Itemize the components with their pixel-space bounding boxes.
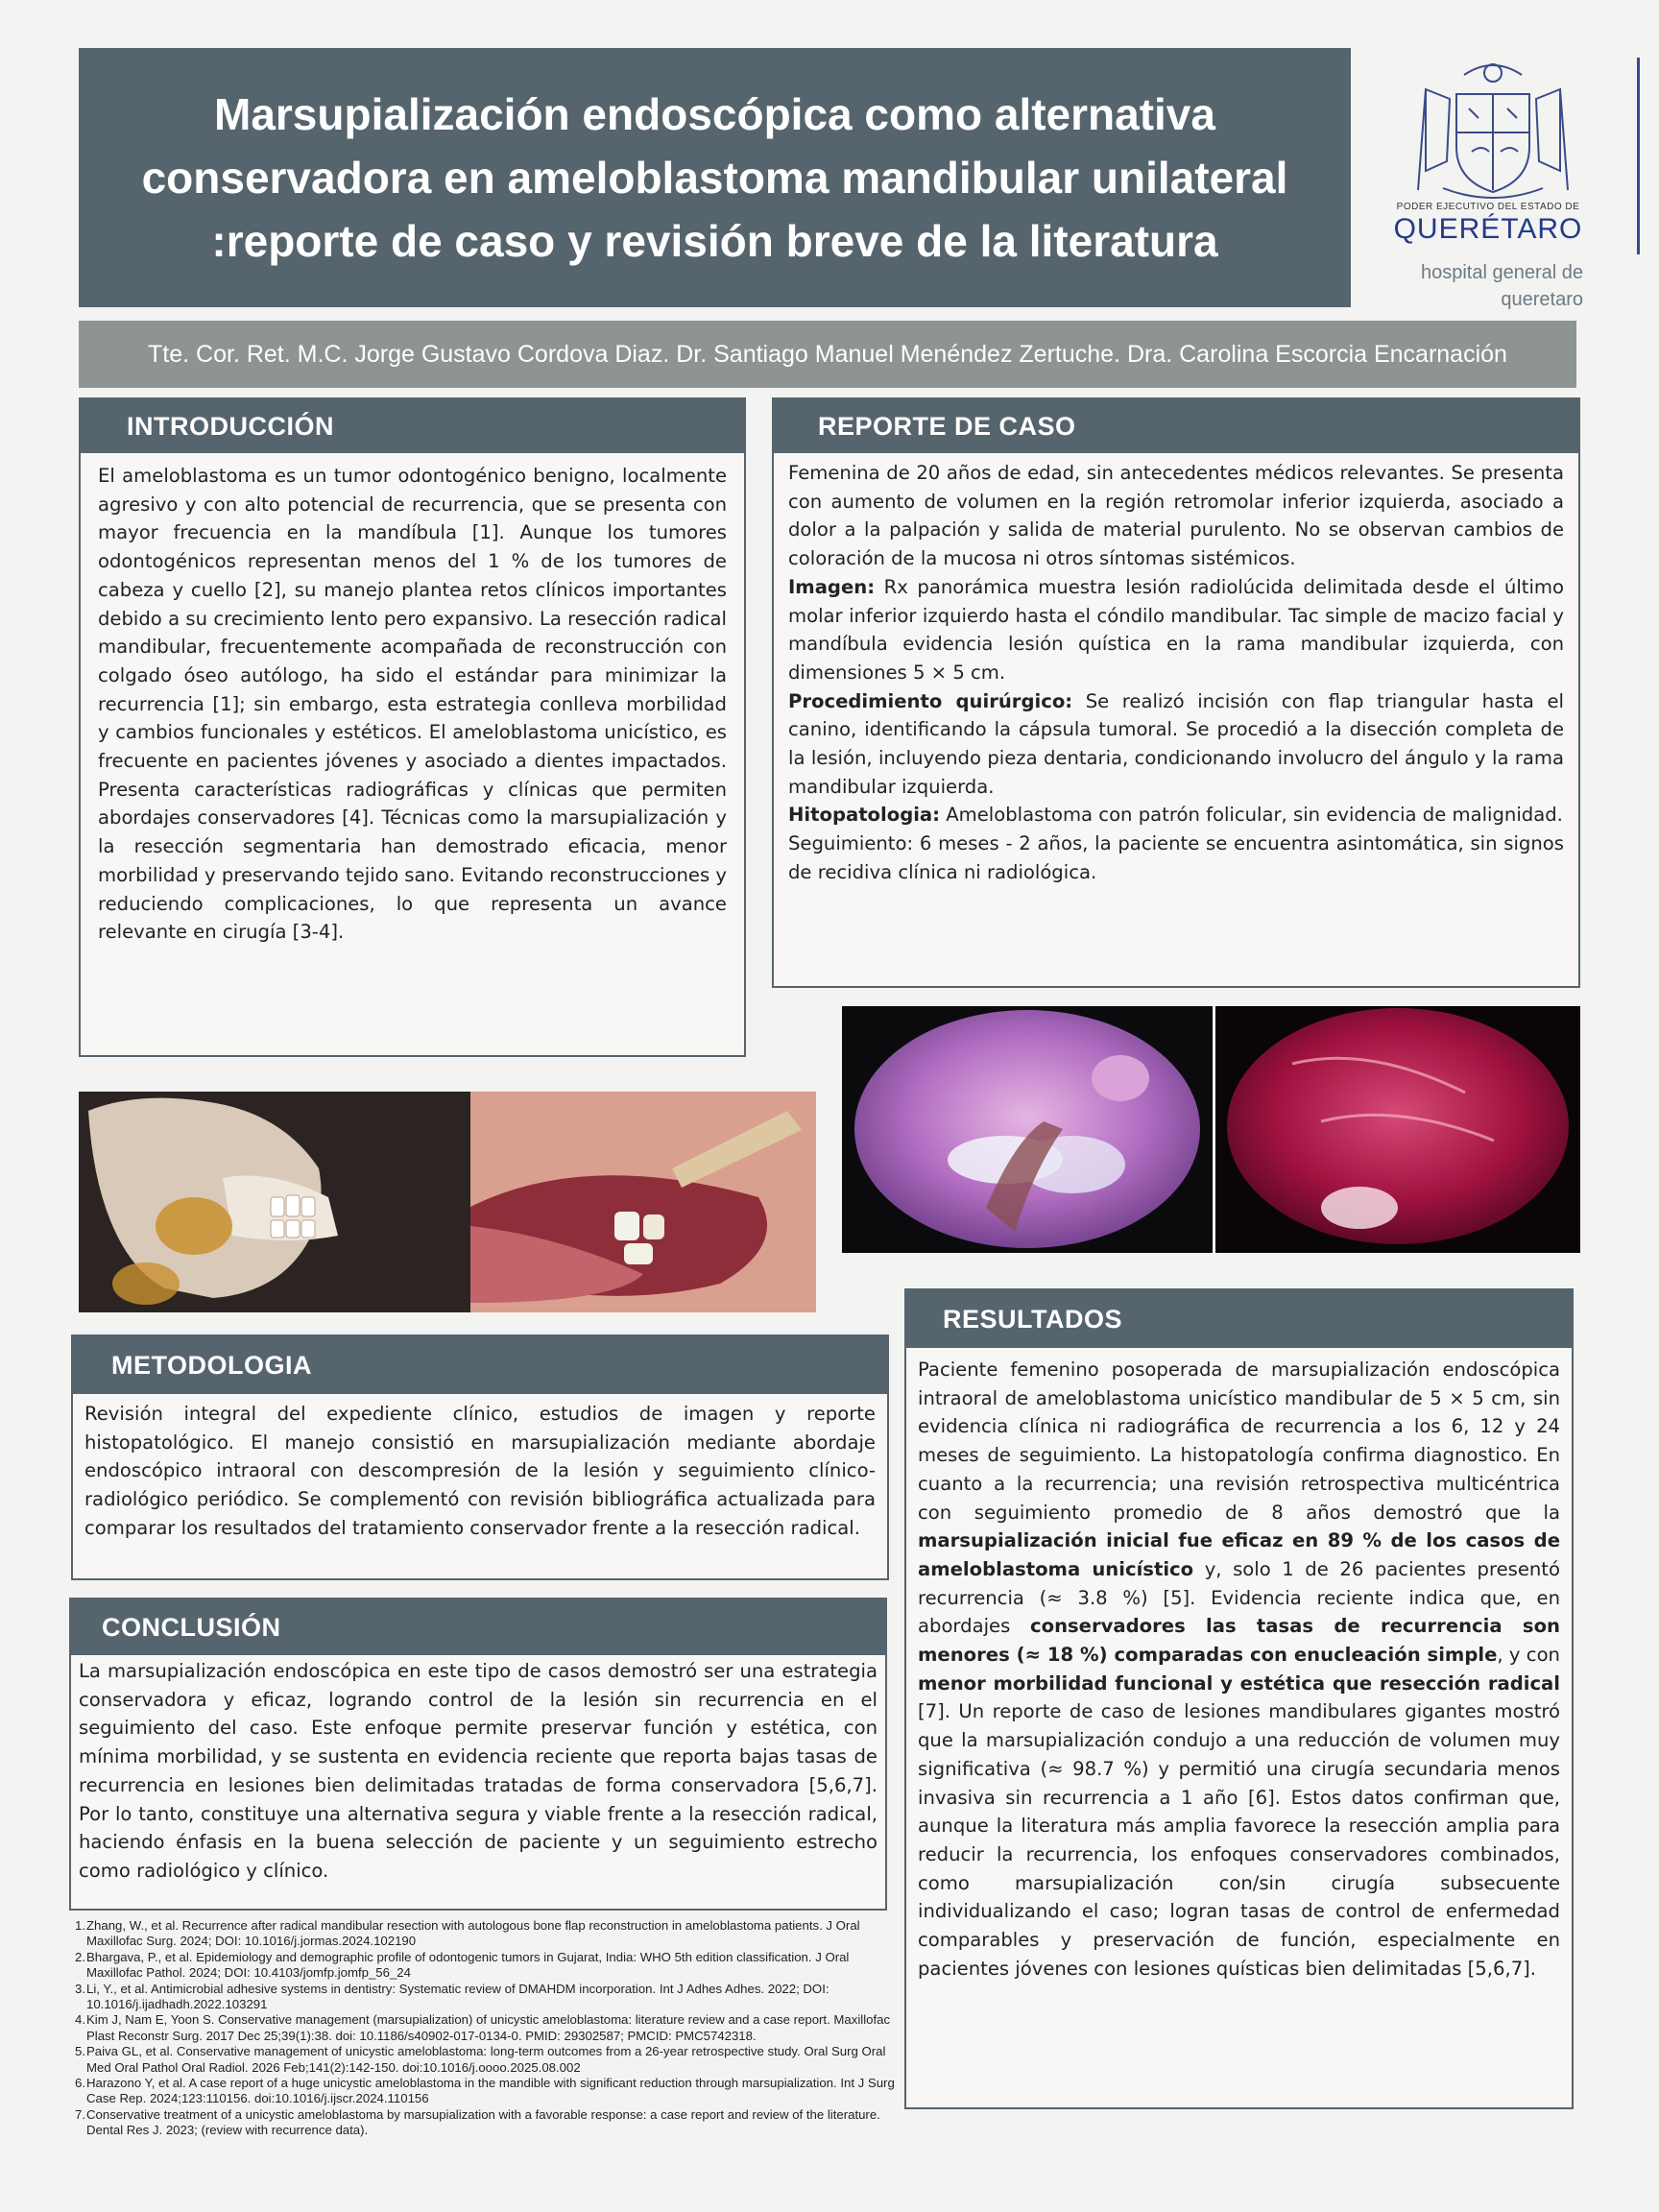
logo-divider	[1637, 58, 1640, 254]
reporte-hitopatologia	[788, 801, 1564, 830]
hospital-name: hospital general de queretaro	[1420, 262, 1583, 310]
section-heading	[774, 399, 1578, 453]
metodologia-heading: METODOLOGIA	[111, 1350, 313, 1380]
reporte-procedimiento	[788, 687, 1564, 802]
logo-state-name: QUERÉTARO	[1393, 213, 1583, 245]
reference-number: 7.	[75, 2106, 85, 2122]
procedimiento-label: Procedimiento quirúrgico:	[788, 689, 1073, 712]
resultados-heading: RESULTADOS	[943, 1304, 1122, 1334]
reporte-seguimiento: Seguimiento: 6 meses - 2 años, la paciente se encuentra asintomática, sin signos de recidiva clínica ni radiológica.	[788, 832, 1564, 883]
section-heading	[906, 1290, 1572, 1348]
reference-item	[75, 1982, 902, 2013]
hitopatologia-text: Ameloblastoma con patrón folicular, sin evidencia de malignidad.	[940, 804, 1563, 827]
resultados-highlight-1: marsupialización inicial fue eficaz en 89 % de los casos de ameloblastoma unicístico	[918, 1529, 1560, 1580]
reference-item	[75, 2012, 902, 2044]
reporte-heading: REPORTE DE CASO	[818, 411, 1076, 441]
reference-number: 4.	[75, 2012, 85, 2028]
section-resultados	[904, 1288, 1574, 2109]
skull-icon	[79, 1092, 470, 1312]
endoscopy-image-2	[1215, 1006, 1580, 1253]
metodologia-text: Revisión integral del expediente clínico, estudios de imagen y reporte histopatológico. El manejo consistió en marsupialización mediante abordaje endoscópico intraoral con descompresión de la lesión y seguimiento clínico-radiológico periódico. Se complementó con revisión bibliográfica actualizada para comparar los resultados del tratamiento conservador frente a la resección radical.	[84, 1403, 876, 1539]
section-heading	[71, 1599, 885, 1655]
references	[75, 1918, 902, 2139]
reference-item	[75, 2076, 902, 2107]
reference-item	[75, 2107, 902, 2139]
reference-item	[75, 2044, 902, 2076]
ct-3d-reconstruction-image	[79, 1092, 470, 1312]
title-banner	[79, 48, 1351, 307]
reference-text: Zhang, W., et al. Recurrence after radical mandibular resection with autologous bone flap reconstruction in ameloblastoma patients. J Oral Maxillofac Surg. 2024; DOI: 10.1016/j.jormas.2024.102190	[86, 1918, 860, 1949]
conclusion-text: La marsupialización endoscópica en este tipo de casos demostró ser una estrategia conservadora y eficaz, logrando control de la lesión sin recurrencia en el seguimiento del caso. Este enfoque permite preservar función y estética, con mínima morbilidad, y se sustenta en evidencia reciente que reporta bajas tasas de recurrencia en lesiones bien delimitadas tratadas de forma conservadora [5,6,7]. Por lo tanto, constituye una alternativa segura y viable frente a la resección radical, haciendo énfasis en la buena selección de paciente y un seguimiento estrecho como radiológico y clínico.	[79, 1660, 878, 1882]
section-heading	[73, 1336, 887, 1394]
reference-number: 5.	[75, 2044, 85, 2059]
imagen-label: Imagen:	[788, 575, 876, 598]
institution-logo	[1363, 48, 1642, 312]
resultados-highlight-3: menor morbilidad funcional y estética que resección radical	[918, 1671, 1560, 1695]
endoscopy-view-icon	[842, 1006, 1213, 1253]
section-conclusion	[69, 1598, 887, 1911]
reporte-imagen	[788, 573, 1564, 687]
reference-number: 2.	[75, 1949, 85, 1964]
section-heading	[81, 399, 744, 453]
reference-number: 6.	[75, 2076, 85, 2091]
reference-item	[75, 1918, 902, 1950]
resultados-text-1: Paciente femenino posoperada de marsupialización endoscópica intraoral de ameloblastoma unicístico mandibular de 5 × 5 cm, sin evidencia clínica ni radiográfica de recurrencia a los 6, 12 y 24 meses de seguimiento. La histopatología confirma diagnostico. En cuanto a la recurrencia; una revisión retrospectiva multicéntrica con seguimiento promedio de 8 años demostró que la	[918, 1358, 1560, 1524]
reference-text: Bhargava, P., et al. Epidemiology and demographic profile of odontogenic tumors in Gujarat, India: WHO 5th edition classification. J Oral Maxillofac Pathol. 2024; DOI: 10.4103/jomfp.jomfp_56_24	[86, 1949, 850, 1981]
poster-title: Marsupialización endoscópica como alternativa conservadora en ameloblastoma mandibular unilateral :reporte de caso y revisión breve de la literatura	[141, 89, 1288, 266]
imagen-text: Rx panorámica muestra lesión radiolúcida delimitada desde el último molar inferior izquierdo hasta el cóndilo mandibular. Tac simple de macizo facial y mandíbula evidencia lesión quística en la rama mandibular izquierda, con dimensiones 5 × 5 cm.	[788, 575, 1564, 684]
resultados-text-3: , y con	[1497, 1644, 1560, 1667]
resultados-text-2: y, solo 1 de 26 pacientes presentó recurrencia (≈ 3.8 %) [5]. Evidencia reciente indica que, en abordajes	[918, 1557, 1560, 1638]
mouth-icon	[470, 1092, 816, 1312]
hitopatologia-label: Hitopatologia:	[788, 804, 940, 827]
section-introduccion	[79, 397, 746, 1057]
reference-text: Paiva GL, et al. Conservative management of unicystic ameloblastoma: long-term outcomes from a 26-year retrospective study. Oral Surg Oral Med Oral Pathol Oral Radiol. 2026 Feb;141(2):142-150. doi:10.1016/j.oooo.2025.08.002	[86, 2044, 886, 2075]
reference-text: Li, Y., et al. Antimicrobial adhesive systems in dentistry: Systematic review of DMAHDM incorporation. Int J Adhes Adhes. 2022; DOI: 10.1016/j.ijadhadh.2022.103291	[86, 1981, 830, 2012]
authors: Tte. Cor. Ret. M.C. Jorge Gustavo Cordova Diaz. Dr. Santiago Manuel Menéndez Zertuche. Dra. Carolina Escorcia Encarnación	[148, 341, 1507, 368]
endoscopy-image-1	[842, 1006, 1213, 1253]
logo-subtitle: PODER EJECUTIVO DEL ESTADO DE	[1396, 202, 1580, 212]
reporte-paragraph: Femenina de 20 años de edad, sin antecedentes médicos relevantes. Se presenta con aumento de volumen en la región retromolar inferior izquierda, asociado a dolor a la palpación y salida de material purulento. No se observan cambios de coloración de la mucosa ni otros síntomas sistémicos.	[788, 462, 1564, 570]
reference-text: Conservative treatment of a unicystic ameloblastoma by marsupialization with a favorable response: a case report and review of the literature. Dental Res J. 2023; (review with recurrence data).	[86, 2106, 880, 2138]
resultados-text	[918, 1356, 1560, 1983]
endoscopy-view-icon	[1215, 1006, 1580, 1253]
authors-bar	[79, 321, 1576, 388]
introduccion-heading: INTRODUCCIÓN	[127, 411, 334, 441]
intraoral-clinical-photo	[470, 1092, 816, 1312]
reference-item	[75, 1950, 902, 1982]
procedimiento-text: Se realizó incisión con flap triangular hasta el canino, identificando la cápsula tumoral. Se procedió a la disección completa de la lesión, incluyendo pieza dentaria, condicionando involucro del ángulo y la rama mandibular izquierda.	[788, 689, 1564, 798]
coat-of-arms-icon	[1397, 56, 1589, 204]
reference-text: Kim J, Nam E, Yoon S. Conservative management (marsupialization) of unicystic ameloblastoma: literature review and a case report. Maxillofac Plast Reconstr Surg. 2017 Dec 25;39(1):38. doi: 10.1186/s40902-017-0134-0. PMID: 29302587; PMCID: PMC5742318.	[86, 2012, 891, 2043]
section-reporte-de-caso	[772, 397, 1580, 988]
section-metodologia	[71, 1334, 889, 1580]
conclusion-heading: CONCLUSIÓN	[102, 1612, 281, 1642]
resultados-text-4: [7]. Un reporte de caso de lesiones mandibulares gigantes mostró que la marsupialización condujo a una reducción de volumen muy significativa (≈ 98.7 %) y permitió una cirugía secundaria menos invasiva sin recurrencia a 1 año [6]. Estos datos confirman que, aunque la literatura más amplia favorece la resección amplia para reducir la recurrencia, los enfoques conservadores combinados, como marsupialización con/sin cirugía subsecuente individualizando el caso; logran tasas de control de enfermedad comparables y preservación de función, especialmente en pacientes jóvenes con lesiones quísticas bien delimitadas [5,6,7].	[918, 1700, 1560, 1980]
introduccion-text: El ameloblastoma es un tumor odontogénico benigno, localmente agresivo y con alto potencial de recurrencia, que se presenta con mayor frecuencia en la mandíbula [1]. Aunque los tumores odontogénicos representan menos del 1 % de los tumores de cabeza y cuello [2], su manejo plantea retos clínicos importantes debido a su crecimiento lento pero expansivo. La resección radical mandibular, frecuentemente acompañada de reconstrucción con colgado óseo autólogo, ha sido el estándar para minimizar la recurrencia [1]; sin embargo, esta estrategia conlleva morbilidad y cambios funcionales y estéticos. El ameloblastoma unicístico, es frecuente en pacientes jóvenes y asociado a dientes impactados. Presenta características radiográficas y clínicas que permiten abordajes conservadores [4]. Técnicas como la marsupialización y la resección segmentaria han demostrado eficacia, menor morbilidad y preservando tejido sano. Evitando reconstrucciones y reduciendo complicaciones, lo que representa un avance relevante en cirugía [3-4].	[98, 465, 727, 944]
reference-number: 1.	[75, 1918, 85, 1933]
reference-text: Harazono Y, et al. A case report of a huge unicystic ameloblastoma in the mandible with significant reduction through marsupialization. Int J Surg Case Rep. 2024;123:110156. doi:10.1016/j.ijscr.2024.110156	[86, 2076, 895, 2106]
resultados-highlight-2: conservadores las tasas de recurrencia son menores (≈ 18 %) comparadas con enucleación simple	[918, 1615, 1560, 1667]
reference-number: 3.	[75, 1981, 85, 1996]
